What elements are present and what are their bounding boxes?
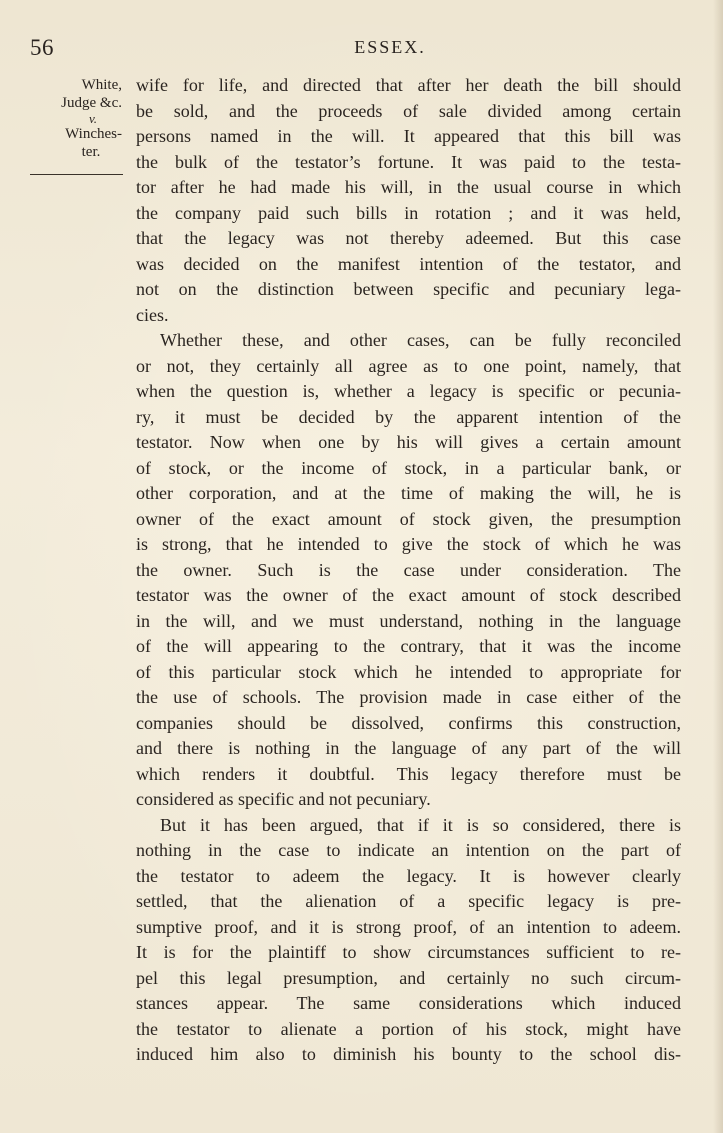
- text-line: considered as specific and not pecuniary.: [136, 789, 431, 809]
- margin-party-one-cont: Judge &c.: [61, 95, 122, 111]
- text-line: persons named in the will. It appeared that this bill was: [136, 126, 681, 146]
- margin-party-one: White,: [81, 77, 122, 93]
- margin-party-two-cont: ter.: [81, 144, 101, 160]
- text-line: which renders it doubtful. This legacy therefore must be: [136, 763, 681, 784]
- text-line: induced him also to diminish his bounty to the school dis-: [136, 1044, 681, 1064]
- text-line: or not, they certainly all agree as to one point, namely, that: [136, 355, 681, 376]
- text-line: not on the distinction between specific and pecuniary lega-: [136, 279, 681, 299]
- text-line: It is for the plaintiff to show circumstances sufficient to re-: [136, 942, 681, 962]
- text-line: testator was the owner of the exact amount of stock described: [136, 585, 681, 605]
- text-line: pel this legal presumption, and certainly no such circum-: [136, 967, 681, 988]
- margin-divider: [30, 174, 123, 175]
- text-line: of the will appearing to the contrary, that it was the income: [136, 636, 681, 656]
- text-line: is strong, that he intended to give the stock of which he was: [136, 534, 681, 554]
- paragraph-start-line: Whether these, and other cases, can be fully reconciled: [160, 330, 681, 350]
- page-edge-shadow: [713, 0, 723, 1133]
- running-title: ESSEX.: [354, 37, 426, 57]
- text-line: in the will, and we must understand, nothing in the language: [136, 610, 681, 631]
- text-line: testator. Now when one by his will gives a certain amount: [136, 432, 681, 452]
- text-line: was decided on the manifest intention of the testator, and: [136, 253, 681, 274]
- text-line: and there is nothing in the language of any part of the will: [136, 738, 681, 758]
- text-line: the use of schools. The provision made in case either of the: [136, 687, 681, 707]
- text-line: tor after he had made his will, in the usual course in which: [136, 177, 681, 197]
- page-number: 56: [30, 35, 54, 60]
- text-line: when the question is, whether a legacy is specific or pecunia-: [136, 381, 681, 401]
- text-line: be sold, and the proceeds of sale divided among certain: [136, 100, 681, 121]
- margin-versus: v.: [88, 111, 98, 126]
- text-line: companies should be dissolved, confirms this construction,: [136, 712, 681, 733]
- text-line: other corporation, and at the time of making the will, he is: [136, 483, 681, 503]
- text-line: the company paid such bills in rotation ; and it was held,: [136, 202, 681, 223]
- text-line: settled, that the alienation of a specific legacy is pre-: [136, 891, 681, 911]
- paragraph-start-line: But it has been argued, that if it is so considered, there is: [160, 814, 681, 835]
- text-line: the bulk of the testator’s fortune. It was paid to the testa-: [136, 151, 681, 172]
- body-text: [136, 73, 681, 1068]
- text-line: sumptive proof, and it is strong proof, of an intention to adeem.: [136, 916, 681, 937]
- text-line: owner of the exact amount of stock given, the presumption: [136, 508, 681, 529]
- text-line: the owner. Such is the case under consideration. The: [136, 559, 681, 580]
- text-line: nothing in the case to indicate an intention on the part of: [136, 840, 681, 860]
- text-line: stances appear. The same considerations which induced: [136, 993, 681, 1013]
- margin-case-citation: [30, 76, 122, 161]
- text-line: of this particular stock which he intended to appropriate for: [136, 661, 681, 682]
- text-line: the testator to alienate a portion of his stock, might have: [136, 1018, 681, 1039]
- text-line: that the legacy was not thereby adeemed. But this case: [136, 228, 681, 248]
- margin-party-two: Winches-: [65, 126, 122, 142]
- text-line: wife for life, and directed that after her death the bill should: [136, 75, 681, 95]
- text-line: cies.: [136, 304, 169, 325]
- text-line: the testator to adeem the legacy. It is however clearly: [136, 865, 681, 886]
- text-line: ry, it must be decided by the apparent intention of the: [136, 406, 681, 427]
- text-line: of stock, or the income of stock, in a particular bank, or: [136, 457, 681, 478]
